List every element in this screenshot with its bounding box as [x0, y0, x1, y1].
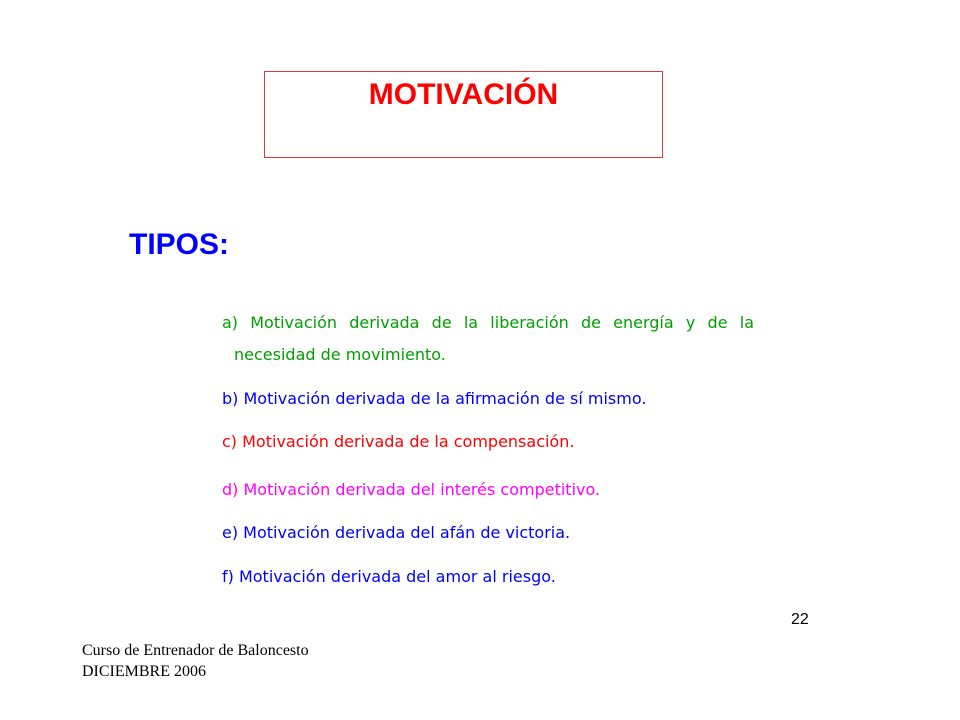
type-item-a-line2: necesidad de movimiento. — [234, 345, 446, 364]
type-item-b: b) Motivación derivada de la afirmación de sí mismo. — [222, 389, 647, 408]
footer — [82, 640, 309, 682]
type-item-d: d) Motivación derivada del interés competitivo. — [222, 480, 601, 499]
title-box — [264, 71, 663, 158]
slide-title: MOTIVACIÓN — [368, 78, 559, 111]
type-item-a-line1: a) Motivación derivada de la liberación de energía y de la — [222, 313, 754, 332]
type-item-e: e) Motivación derivada del afán de victoria. — [222, 523, 571, 542]
type-item-f: f) Motivación derivada del amor al riesgo. — [222, 567, 556, 586]
footer-course: Curso de Entrenador de Baloncesto — [82, 642, 309, 659]
footer-date: DICIEMBRE 2006 — [82, 663, 206, 680]
type-item-c: c) Motivación derivada de la compensación. — [222, 432, 575, 451]
section-heading: TIPOS: — [129, 228, 230, 261]
page-number: 22 — [791, 611, 809, 628]
